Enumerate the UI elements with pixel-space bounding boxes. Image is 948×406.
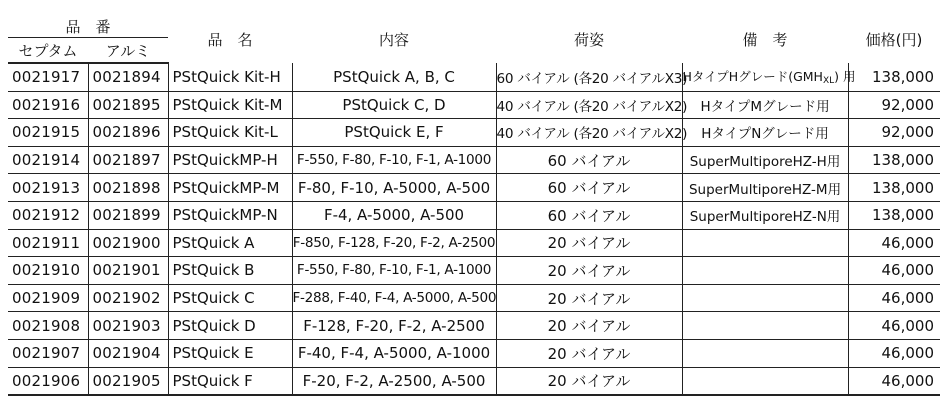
header-contents: 内容 [379, 31, 410, 49]
packing-cell: 20 バイアル [496, 284, 682, 312]
septum-code-cell: 0021909 [8, 284, 88, 312]
header-product-name: 品 名 [207, 31, 253, 49]
contents-cell: F-20, F-2, A-2500, A-500 [292, 367, 496, 395]
septum-code-cell: 0021908 [8, 312, 88, 340]
price-cell: 138,000 [848, 146, 940, 174]
price-cell: 138,000 [848, 174, 940, 202]
contents-cell: PStQuick C, D [292, 91, 496, 119]
table-row [8, 201, 940, 229]
remarks-cell: SuperMultiporeHZ-M用 [682, 174, 848, 202]
aluminum-code-cell: 0021904 [88, 339, 168, 367]
product-name-cell: PStQuickMP-N [168, 201, 292, 229]
aluminum-code-cell: 0021894 [88, 63, 168, 91]
contents-cell: F-550, F-80, F-10, F-1, A-1000 [292, 257, 496, 285]
product-name-cell: PStQuick E [168, 339, 292, 367]
septum-code-cell: 0021911 [8, 229, 88, 257]
packing-cell: 20 バイアル [496, 229, 682, 257]
contents-cell: PStQuick A, B, C [292, 63, 496, 91]
aluminum-code-cell: 0021902 [88, 284, 168, 312]
product-name-cell: PStQuick B [168, 257, 292, 285]
product-name-cell: PStQuick C [168, 284, 292, 312]
septum-code-cell: 0021912 [8, 201, 88, 229]
septum-code-cell: 0021910 [8, 257, 88, 285]
remarks-cell: HタイプMグレード用 [682, 91, 848, 119]
aluminum-code-cell: 0021897 [88, 146, 168, 174]
contents-cell: F-850, F-128, F-20, F-2, A-2500 [292, 229, 496, 257]
packing-cell: 60 バイアル [496, 174, 682, 202]
header-aluminum: アルミ [88, 38, 168, 64]
contents-cell: F-4, A-5000, A-500 [292, 201, 496, 229]
product-name-cell: PStQuick Kit-H [168, 63, 292, 91]
table-row [8, 146, 940, 174]
price-cell: 46,000 [848, 229, 940, 257]
aluminum-code-cell: 0021895 [88, 91, 168, 119]
product-name-cell: PStQuick D [168, 312, 292, 340]
product-name-cell: PStQuick Kit-L [168, 119, 292, 147]
aluminum-code-cell: 0021899 [88, 201, 168, 229]
header-packing: 荷姿 [574, 31, 605, 49]
packing-cell: 60 バイアル [496, 146, 682, 174]
table-row [8, 339, 940, 367]
remarks-cell [682, 63, 856, 91]
remarks-subscript: XL [822, 76, 835, 87]
packing-cell: 20 バイアル [496, 339, 682, 367]
remarks-cell [682, 229, 848, 257]
aluminum-code-cell: 0021900 [88, 229, 168, 257]
header-price: 価格(円) [865, 31, 923, 49]
table-row [8, 174, 940, 202]
remarks-cell [682, 339, 848, 367]
product-name-cell: PStQuickMP-M [168, 174, 292, 202]
remarks-text: HタイプHグレード(GMH [682, 69, 823, 85]
septum-code-cell: 0021906 [8, 367, 88, 395]
table-row [8, 63, 940, 91]
header-remarks: 備 考 [742, 31, 788, 49]
packing-cell: 40 バイアル (各20 バイアルX2) [496, 119, 682, 147]
header-septum: セプタム [8, 38, 88, 64]
price-cell: 46,000 [848, 284, 940, 312]
packing-cell: 60 バイアル (各20 バイアルX3) [496, 63, 682, 91]
remarks-tail: ) 用 [834, 69, 856, 85]
septum-code-cell: 0021907 [8, 339, 88, 367]
price-table [8, 16, 940, 396]
price-cell: 46,000 [848, 367, 940, 395]
aluminum-code-cell: 0021898 [88, 174, 168, 202]
product-name-cell: PStQuick A [168, 229, 292, 257]
packing-cell: 60 バイアル [496, 201, 682, 229]
table-body [8, 63, 940, 395]
septum-code-cell: 0021916 [8, 91, 88, 119]
table-row [8, 257, 940, 285]
price-cell: 46,000 [848, 339, 940, 367]
septum-code-cell: 0021915 [8, 119, 88, 147]
packing-cell: 20 バイアル [496, 367, 682, 395]
product-name-cell: PStQuickMP-H [168, 146, 292, 174]
remarks-cell [682, 367, 848, 395]
table-row [8, 91, 940, 119]
remarks-cell [682, 257, 848, 285]
price-cell: 92,000 [848, 119, 940, 147]
product-name-cell: PStQuick F [168, 367, 292, 395]
header-part-number: 品 番 [8, 16, 168, 38]
price-cell: 46,000 [848, 257, 940, 285]
table-row [8, 367, 940, 395]
price-cell: 138,000 [848, 201, 940, 229]
remarks-cell: SuperMultiporeHZ-H用 [682, 146, 848, 174]
contents-cell: PStQuick E, F [292, 119, 496, 147]
contents-cell: F-80, F-10, A-5000, A-500 [292, 174, 496, 202]
table-row [8, 229, 940, 257]
packing-cell: 20 バイアル [496, 312, 682, 340]
aluminum-code-cell: 0021901 [88, 257, 168, 285]
packing-cell: 40 バイアル (各20 バイアルX2) [496, 91, 682, 119]
price-cell: 138,000 [848, 63, 940, 91]
septum-code-cell: 0021914 [8, 146, 88, 174]
septum-code-cell: 0021917 [8, 63, 88, 91]
table-row [8, 119, 940, 147]
contents-cell: F-40, F-4, A-5000, A-1000 [292, 339, 496, 367]
aluminum-code-cell: 0021903 [88, 312, 168, 340]
remarks-cell [682, 284, 848, 312]
contents-cell: F-550, F-80, F-10, F-1, A-1000 [292, 146, 496, 174]
remarks-cell: HタイプNグレード用 [682, 119, 848, 147]
table-row [8, 284, 940, 312]
aluminum-code-cell: 0021896 [88, 119, 168, 147]
contents-cell: F-128, F-20, F-2, A-2500 [292, 312, 496, 340]
price-cell: 92,000 [848, 91, 940, 119]
product-name-cell: PStQuick Kit-M [168, 91, 292, 119]
remarks-cell [682, 312, 848, 340]
contents-cell: F-288, F-40, F-4, A-5000, A-500 [292, 284, 496, 312]
septum-code-cell: 0021913 [8, 174, 88, 202]
aluminum-code-cell: 0021905 [88, 367, 168, 395]
packing-cell: 20 バイアル [496, 257, 682, 285]
price-cell: 46,000 [848, 312, 940, 340]
table-row [8, 312, 940, 340]
remarks-cell: SuperMultiporeHZ-N用 [682, 201, 848, 229]
